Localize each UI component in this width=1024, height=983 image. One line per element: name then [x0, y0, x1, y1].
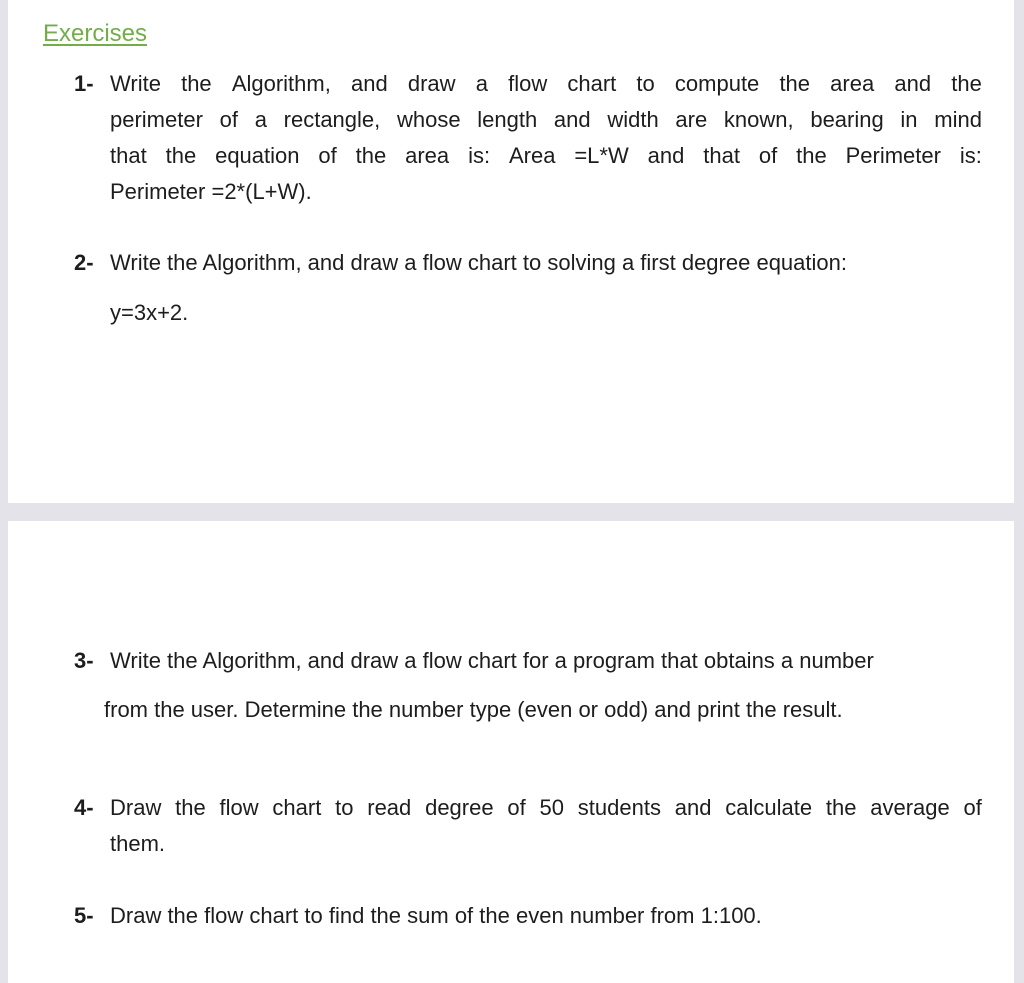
exercise-number: 4- [74, 795, 94, 820]
exercise-number: 5- [74, 903, 94, 928]
exercises-heading: Exercises [43, 20, 148, 47]
document-page-2 [8, 521, 1014, 983]
text-line: perimeter of a rectangle, whose length and width are known, bearing in mind [110, 107, 982, 132]
text-line: that the equation of the area is: Area =L*W and that of the Perimeter is: [110, 143, 982, 168]
text-line: them. [110, 831, 166, 856]
exercise-text: Write the Algorithm, and draw a flow chart for a program that obtains a number [110, 648, 874, 673]
text-line: Draw the flow chart to read degree of 50 students and calculate the average of [110, 795, 982, 820]
document-page-1 [8, 0, 1014, 503]
exercise-text: Write the Algorithm, and draw a flow chart to solving a first degree equation: [110, 250, 847, 275]
exercise-text-continuation: from the user. Determine the number type (even or odd) and print the result. [104, 697, 843, 722]
equation-text: y=3x+2. [110, 300, 189, 325]
text-line: Perimeter =2*(L+W). [110, 179, 312, 204]
exercise-number: 3- [74, 648, 94, 673]
exercise-text: Draw the flow chart to find the sum of the even number from 1:100. [110, 903, 762, 928]
exercise-number: 2- [74, 250, 94, 275]
exercise-text [110, 790, 982, 862]
text-line: Write the Algorithm, and draw a flow chart to compute the area and the [110, 71, 982, 96]
exercise-number: 1- [74, 71, 94, 96]
exercise-text [110, 66, 982, 210]
